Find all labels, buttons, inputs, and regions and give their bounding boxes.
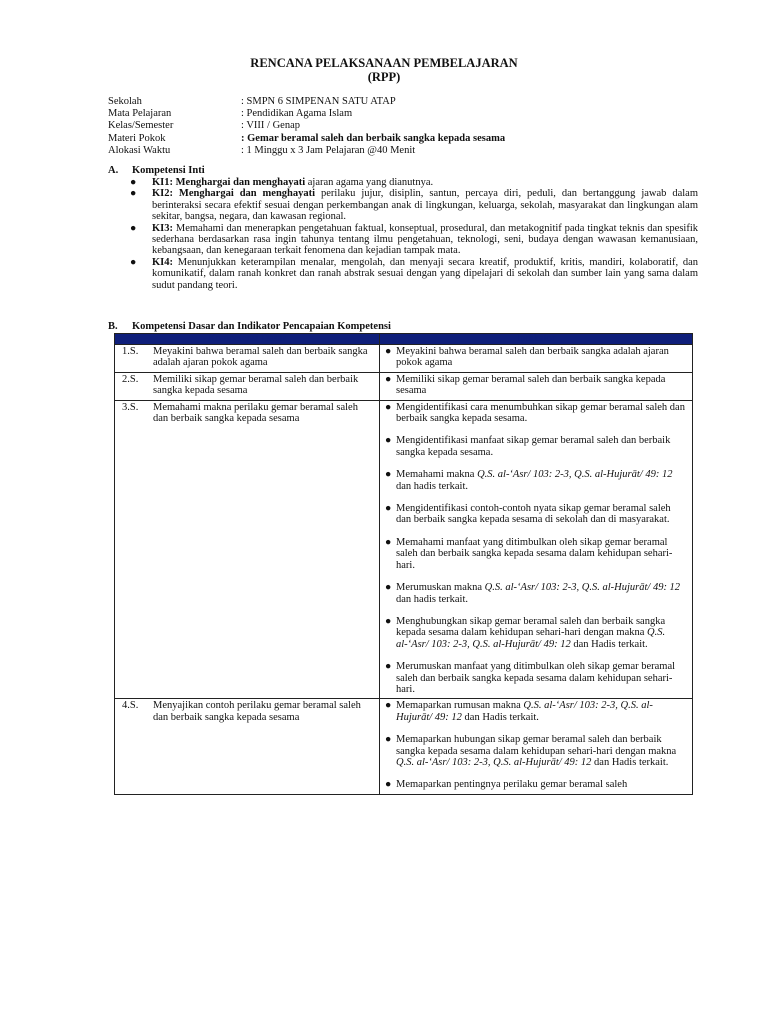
kd-text: Meyakini bahwa beramal saleh dan berbaik sangka adalah ajaran pokok agama (153, 346, 368, 369)
indicator-item (384, 582, 688, 605)
indicator-cell (380, 372, 693, 400)
bullet-icon: ● (385, 700, 392, 712)
document-title: RENCANA PELAKSANAAN PEMBELAJARAN (250, 56, 518, 70)
table-row (115, 345, 693, 373)
ki-code: KI2: Menghargai dan menghayati (152, 188, 316, 200)
ki-item (128, 188, 698, 222)
kd-text: Memiliki sikap gemar beramal saleh dan berbaik sangka kepada sesama (153, 373, 359, 397)
bullet-icon: ● (130, 188, 137, 200)
kd-cell (115, 372, 380, 400)
indicator-item (384, 661, 688, 695)
indicator-item (384, 346, 688, 369)
competence-table (114, 333, 693, 795)
indicator-verse: Q.S. al-‘Asr/ 103: 2-3, Q.S. al-Hujurāt/ 49: 12 (484, 582, 681, 594)
section-title: Kompetensi Inti (132, 165, 205, 176)
info-value: : Gemar beramal saleh dan berbaik sangka kepada sesama (241, 132, 506, 144)
kd-text: Memahami makna perilaku gemar beramal saleh dan berbaik sangka kepada sesama (153, 401, 358, 425)
info-label: Alokasi Waktu (108, 144, 171, 156)
indicator-verse: Q.S. al-‘Asr/ 103: 2-3, Q.S. al-Hujurāt/ 49: 12 (477, 469, 673, 481)
kd-number: 2.S. (122, 373, 139, 385)
indicator-text: Merumuskan makna (396, 582, 485, 594)
indicator-item (384, 503, 688, 526)
indicator-item (384, 402, 688, 425)
indicator-verse: Q.S. al-‘Asr/ 103: 2-3, Q.S. al-Hujurāt/ 49: 12 (396, 700, 653, 723)
indicator-text: Memaparkan hubungan sikap gemar beramal saleh dan berbaik sangka kepada sesama dalam kehidupan sehari-hari dengan makna (396, 734, 677, 757)
bullet-icon: ● (385, 373, 392, 385)
ki-code: KI1: Menghargai dan menghayati (152, 177, 306, 188)
section-a-heading (108, 165, 205, 176)
info-label: Materi Pokok (108, 132, 166, 144)
ki-item (128, 257, 698, 291)
kd-number: 1.S. (122, 346, 139, 357)
kd-cell (115, 400, 380, 699)
kd-text: Menyajikan contoh perilaku gemar beramal saleh dan berbaik sangka kepada sesama (153, 700, 361, 723)
bullet-icon: ● (130, 177, 137, 188)
indicator-item (384, 616, 688, 650)
info-label: Kelas/Semester (108, 120, 174, 132)
table-header-row (115, 334, 693, 345)
bullet-icon: ● (385, 536, 392, 548)
bullet-icon: ● (385, 734, 392, 746)
bullet-icon: ● (130, 256, 137, 268)
indicator-text-end: dan Hadis terkait. (570, 638, 648, 650)
indicator-cell (380, 400, 693, 699)
kd-number: 4.S. (122, 700, 139, 712)
info-value: : 1 Minggu x 3 Jam Pelajaran @40 Menit (241, 144, 416, 156)
info-value: : VIII / Genap (241, 120, 300, 132)
bullet-icon: ● (385, 615, 392, 627)
indicator-text: Memahami makna (396, 469, 478, 481)
indicator-text: Mengidentifikasi manfaat sikap gemar beramal saleh dan berbaik sangka kepada sesama. (396, 435, 671, 458)
bullet-icon: ● (385, 346, 392, 357)
table-header-kd: Kompetensi Dasar (115, 334, 380, 345)
bullet-icon: ● (385, 401, 392, 413)
indicator-verse: Q.S. al-‘Asr/ 103: 2-3, Q.S. al-Hujurāt/ 49: 12 (396, 627, 666, 650)
indicator-item (384, 469, 688, 492)
info-value: : Pendidikan Agama Islam (241, 108, 353, 120)
bullet-icon: ● (385, 779, 392, 791)
indicator-cell (380, 699, 693, 794)
table-row (115, 372, 693, 400)
ki-text: perilaku jujur, disiplin, santun, percaya diri, peduli, dan bertanggung jawab dalam berinteraksi secara efektif sesuai dengan perkembangan anak di lingkungan, keluarga, sekolah, masyarakat dan lingkungan alam sekitar, bangsa, negara, dan kawasan regional. (152, 188, 698, 223)
section-letter: B. (108, 321, 118, 332)
indicator-text-end: dan Hadis terkait. (591, 756, 669, 768)
section-b-heading (108, 321, 391, 332)
indicator-text: Mengidentifikasi contoh-contoh nyata sikap gemar beramal saleh dan berbaik sangka kepada sesama di sekolah dan di masyarakat. (396, 503, 671, 526)
bullet-icon: ● (385, 582, 392, 594)
indicator-text: Merumuskan manfaat yang ditimbulkan oleh sikap gemar beramal saleh dan berbaik sangka kepada sesama dalam kehidupan sehari-hari. (396, 661, 676, 695)
indicator-text-end: dan hadis terkait. (396, 593, 469, 605)
indicator-item (384, 779, 688, 790)
core-competence-list (128, 177, 698, 291)
indicator-text: Memiliki sikap gemar beramal saleh dan berbaik sangka kepada sesama (396, 373, 666, 397)
info-value: : SMPN 6 SIMPENAN SATU ATAP (241, 96, 396, 107)
ki-code: KI4: (152, 256, 173, 268)
indicator-cell (380, 345, 693, 373)
bullet-icon: ● (385, 435, 392, 447)
info-label: Sekolah (108, 96, 142, 107)
kd-cell (115, 345, 380, 373)
indicator-text: Meyakini bahwa beramal saleh dan berbaik sangka adalah ajaran pokok agama (396, 346, 669, 369)
info-label: Mata Pelajaran (108, 108, 172, 120)
ki-item (128, 177, 698, 188)
document-subtitle: (RPP) (367, 70, 401, 84)
indicator-text: Memaparkan pentingnya perilaku gemar beramal saleh (396, 779, 628, 791)
indicator-item (384, 700, 688, 723)
section-letter: A. (108, 165, 119, 176)
table-header-indicator: Indikator (380, 334, 693, 345)
indicator-item (384, 374, 688, 397)
indicator-text: Memaparkan rumusan makna (396, 700, 524, 712)
indicator-text: Mengidentifikasi cara menumbuhkan sikap gemar beramal saleh dan berbaik sangka kepada sesama. (396, 401, 685, 425)
table-row (115, 400, 693, 699)
ki-text: ajaran agama yang dianutnya. (305, 177, 434, 188)
indicator-text: Menghubungkan sikap gemar beramal saleh dan berbaik sangka kepada sesama dalam kehidupan sehari-hari dengan makna (396, 615, 666, 639)
ki-item (128, 223, 698, 257)
indicator-item (384, 537, 688, 571)
ki-code: KI3: (152, 222, 173, 234)
bullet-icon: ● (130, 222, 137, 234)
kd-cell (115, 699, 380, 794)
indicator-item (384, 734, 688, 768)
bullet-icon: ● (385, 469, 392, 481)
table-row (115, 699, 693, 794)
indicator-item (384, 435, 688, 458)
section-title: Kompetensi Dasar dan Indikator Pencapaian Kompetensi (132, 321, 391, 332)
indicator-text-end: dan hadis terkait. (396, 480, 469, 492)
bullet-icon: ● (385, 661, 392, 673)
kd-number: 3.S. (122, 401, 139, 413)
indicator-verse: Q.S. al-‘Asr/ 103: 2-3, Q.S. al-Hujurāt/ 49: 12 (396, 756, 592, 768)
ki-text: Menunjukkan keterampilan menalar, mengolah, dan menyaji secara kreatif, produktif, kritis, mandiri, kolaboratif, dan komunikatif, dalam ranah konkret dan ranah abstrak sesuai dengan yang dipelajari di sekolah dan sumber lain yang sama dalam sudut pandang teori. (152, 256, 698, 291)
indicator-text: Memahami manfaat yang ditimbulkan oleh sikap gemar beramal saleh dan berbaik sangka kepada sesama dalam kehidupan sehari-hari. (396, 536, 673, 571)
ki-text: Memahami dan menerapkan pengetahuan faktual, konseptual, prosedural, dan metakognitif pada tingkat teknis dan spesifik sederhana berdasarkan rasa ingin tahunya tentang ilmu pengetahuan, teknologi, seni, budaya dengan wawasan kemanusiaan, kebangsaan, dan kenegaraan terkait fenomena dan kejadian tampak mata. (152, 222, 698, 257)
bullet-icon: ● (385, 503, 392, 515)
indicator-text-end: dan Hadis terkait. (461, 711, 539, 723)
